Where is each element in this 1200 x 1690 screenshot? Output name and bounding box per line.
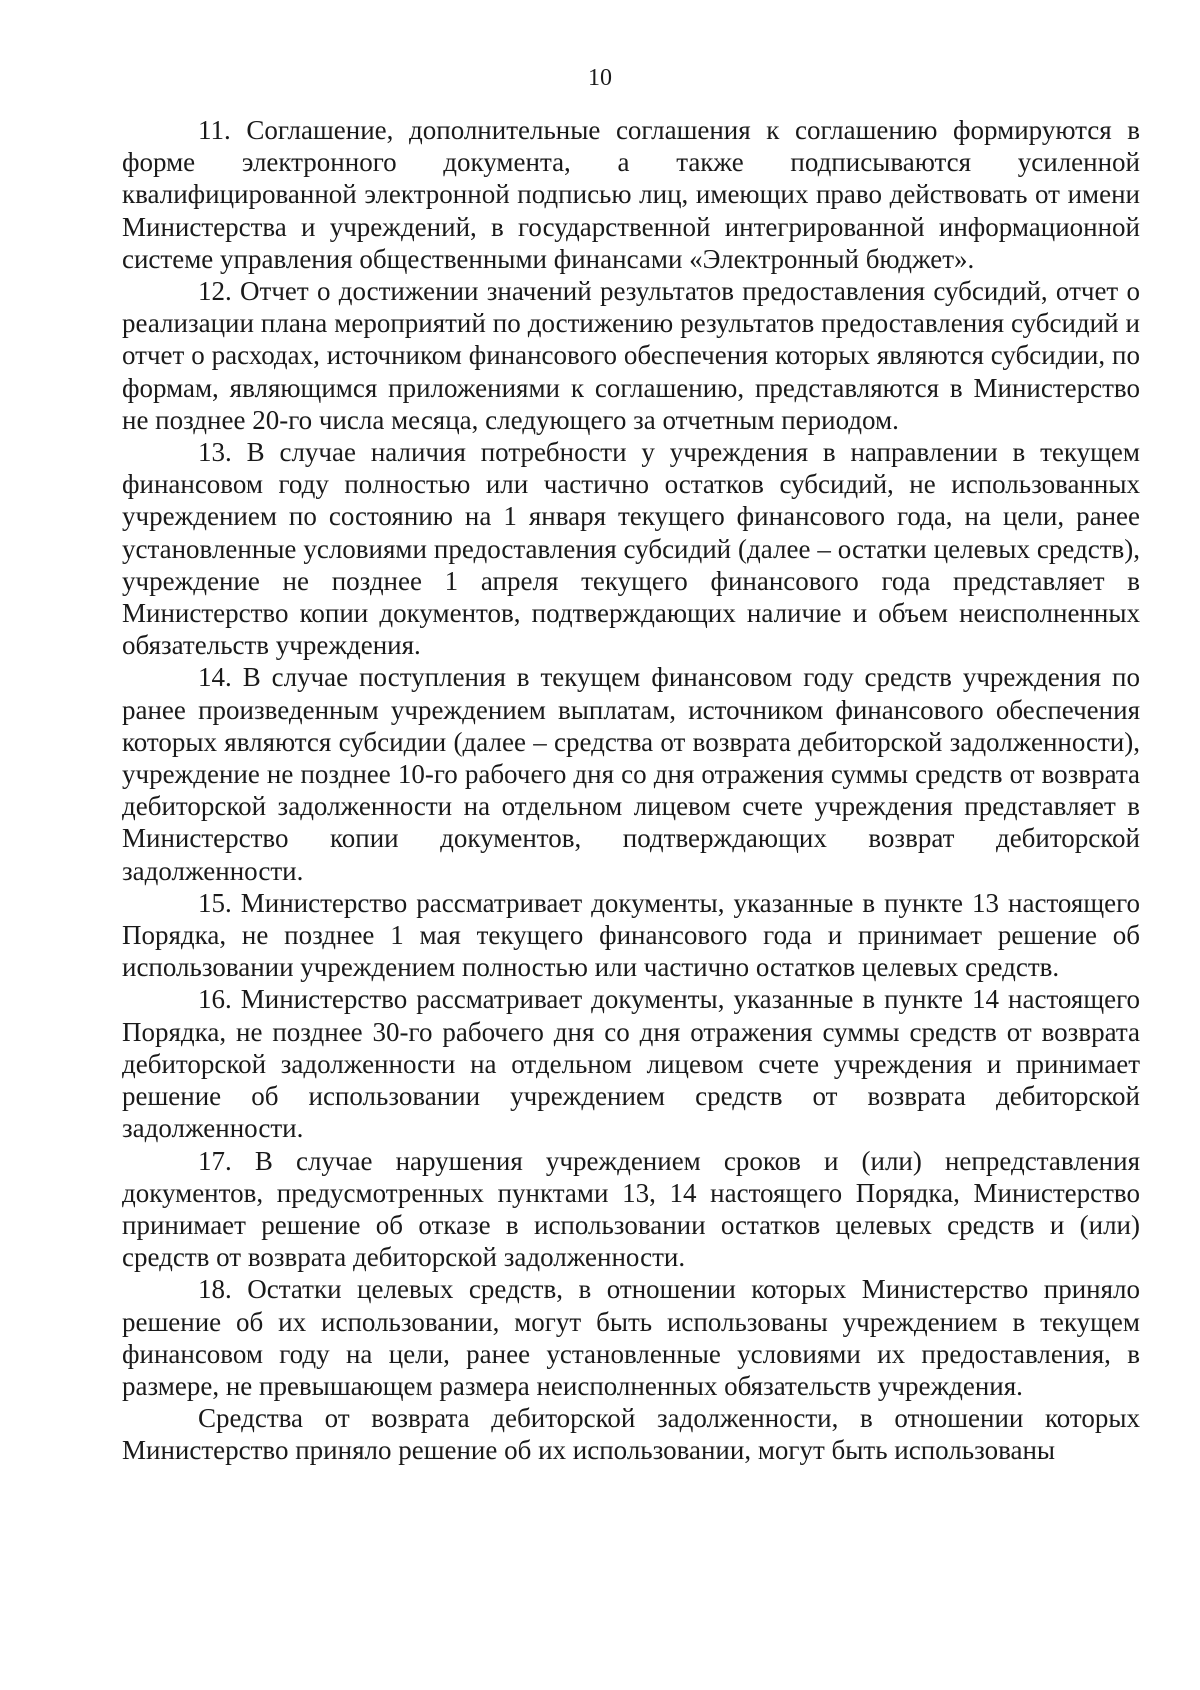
paragraph-13: 13. В случае наличия потребности у учреждения в направлении в текущем финансовом году полностью или частично остатков субсидий, не использованных учреждением по состоянию на 1 января текущего финансового года, на цели, ранее установленные условиями предоставления субсидий (далее – остатки целевых средств), учреждение не позднее 1 апреля текущего финансового года представляет в Министерство копии документов, подтверждающих наличие и объем неисполненных обязательств учреждения. [122,437,1140,661]
paragraph-17: 17. В случае нарушения учреждением сроков и (или) непредставления документов, предусмотренных пунктами 13, 14 настоящего Порядка, Министерство принимает решение об отказе в использовании остатков целевых средств и (или) средств от возврата дебиторской задолженности. [122,1145,1140,1273]
paragraph-16: 16. Министерство рассматривает документы, указанные в пункте 14 настоящего Порядка, не позднее 30-го рабочего дня со дня отражения суммы средств от возврата дебиторской задолженности на отдельном лицевом счете учреждения и принимает решение об использовании учреждением средств от возврата дебиторской задолженности. [122,984,1140,1144]
paragraph-11: 11. Соглашение, дополнительные соглашения к соглашению формируются в форме электронного документа, а также подписываются усиленной квалифицированной электронной подписью лиц, имеющих право действовать от имени Министерства и учреждений, в государственной интегрированной информационной системе управления общественными финансами «Электронный бюджет». [122,115,1140,274]
paragraph-12: 12. Отчет о достижении значений результатов предоставления субсидий, отчет о реализации плана мероприятий по достижению результатов предоставления субсидий и отчет о расходах, источником финансового обеспечения которых являются субсидии, по формам, являющимся приложениями к соглашению, представляются в Министерство не позднее 20-го числа месяца, следующего за отчетным периодом. [122,276,1140,435]
paragraph-15: 15. Министерство рассматривает документы, указанные в пункте 13 настоящего Порядка, не позднее 1 мая текущего финансового года и принимает решение об использовании учреждением полностью или частично остатков целевых средств. [122,887,1140,983]
paragraph-continuation: Средства от возврата дебиторской задолженности, в отношении которых Министерство приняло решение об их использовании, могут быть использованы [122,1403,1140,1466]
paragraph-14: 14. В случае поступления в текущем финансовом году средств учреждения по ранее произведенным учреждением выплатам, источником финансового обеспечения которых являются субсидии (далее – средства от возврата дебиторской задолженности), учреждение не позднее 10-го рабочего дня со дня отражения суммы средств от возврата дебиторской задолженности на отдельном лицевом счете учреждения представляет в Министерство копии документов, подтверждающих возврат дебиторской задолженности. [122,662,1140,886]
document-body [122,114,1140,1467]
paragraph-18: 18. Остатки целевых средств, в отношении которых Министерство приняло решение об их использовании, могут быть использованы учреждением в текущем финансовом году на цели, ранее установленные условиями их предоставления, в размере, не превышающем размера неисполненных обязательств учреждения. [122,1274,1140,1401]
page-number: 10 [588,65,612,91]
